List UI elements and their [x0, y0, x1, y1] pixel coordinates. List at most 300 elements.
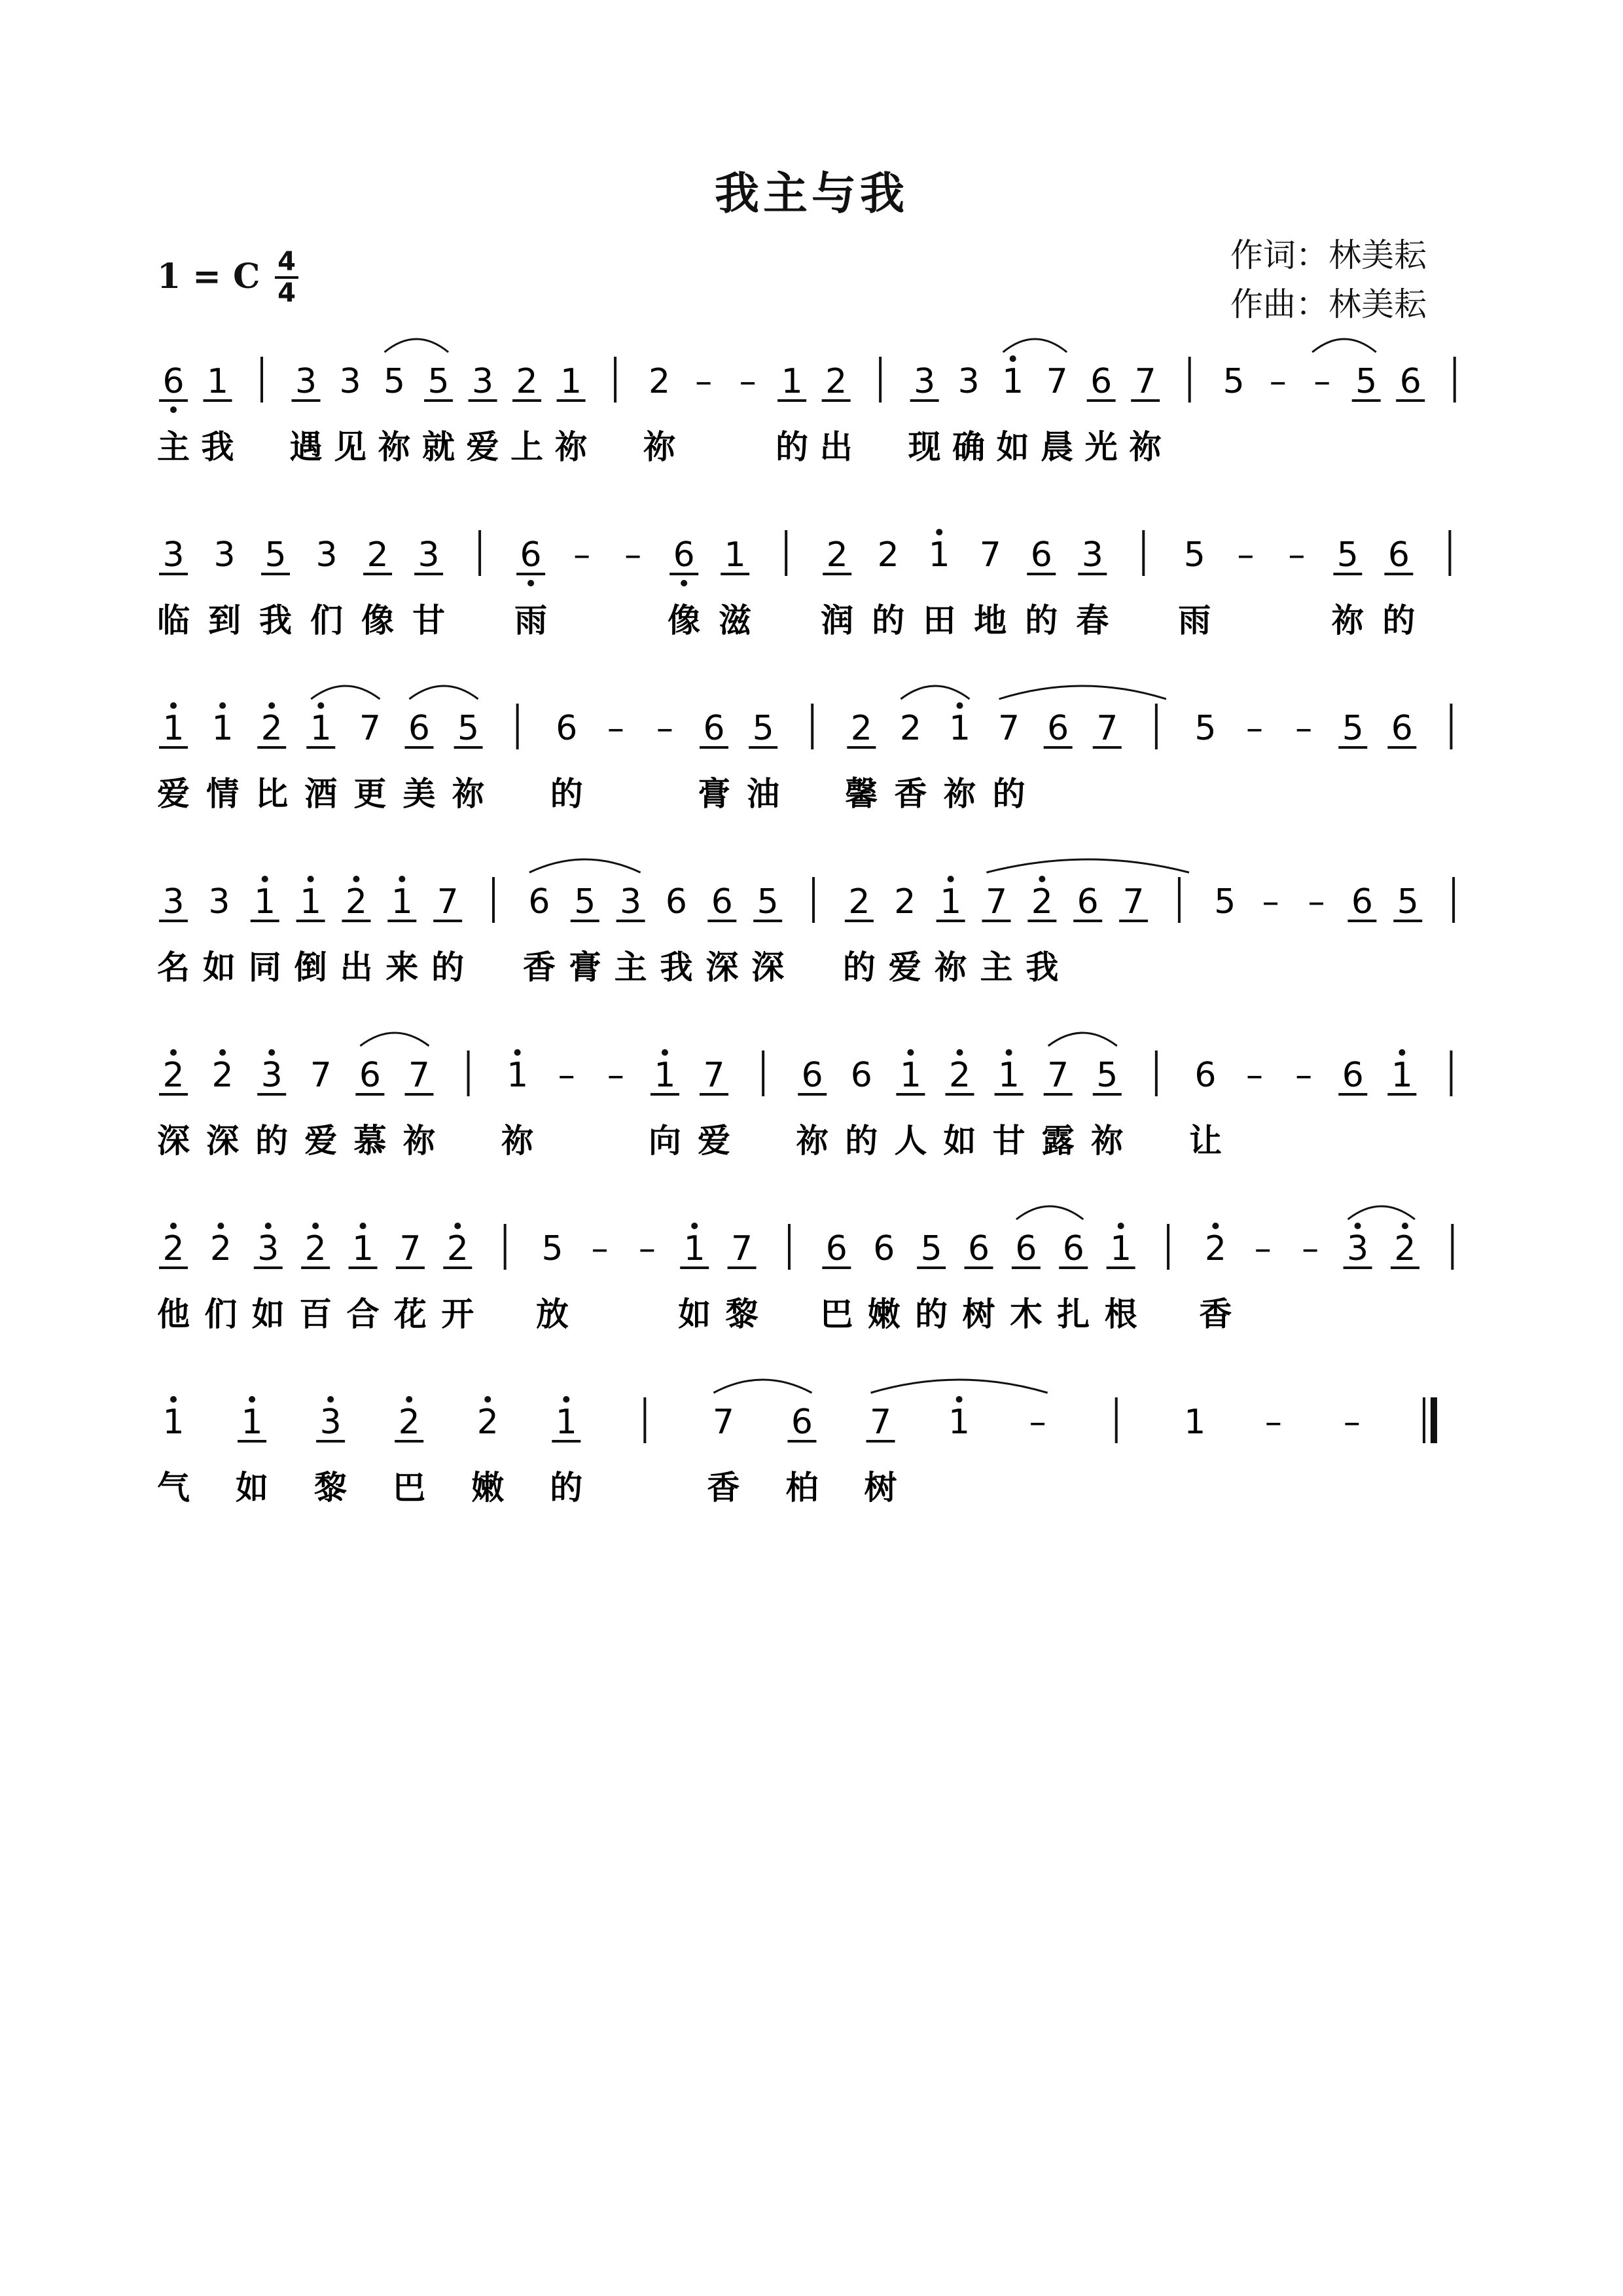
note-digit: 1: [162, 1403, 185, 1442]
note-digit: 5: [457, 709, 480, 748]
lyric-char: 爱: [698, 1122, 731, 1160]
note-digit: 7: [310, 1056, 332, 1095]
note-digit: 7: [1047, 1056, 1069, 1095]
note-digit: 1: [391, 882, 413, 922]
note-digit: 2: [899, 709, 921, 748]
note-digit: 3: [1347, 1229, 1369, 1268]
note-digit: 1: [310, 709, 332, 748]
lyric-char: 比: [255, 775, 289, 813]
lyric-char: 来: [385, 948, 419, 986]
note-digit: 5: [427, 362, 450, 401]
note-digit: 6: [825, 1229, 847, 1268]
note-digit: 5: [1222, 362, 1245, 401]
lyric-char: 确: [952, 428, 986, 466]
note-digit: 5: [757, 882, 779, 922]
note-digit: 3: [257, 1229, 279, 1268]
note-digit: 6: [1062, 1229, 1084, 1268]
note-digit: 2: [1204, 1229, 1226, 1268]
high-octave-dot: [219, 1049, 226, 1056]
note-digit: 2: [446, 1229, 469, 1268]
slur-arc: [1348, 1206, 1415, 1219]
lyric-char: 祢: [934, 948, 967, 986]
note-digit: 3: [339, 362, 361, 401]
note-digit: 2: [209, 1229, 232, 1268]
note-digit: 6: [162, 362, 185, 401]
note-digit: 3: [162, 882, 185, 922]
lyric-char: 百: [299, 1295, 332, 1333]
note-digit: 2: [345, 882, 367, 922]
lyric-char: 祢: [1331, 601, 1364, 639]
high-octave-dot: [1118, 1223, 1124, 1229]
note-digit: 7: [437, 882, 459, 922]
high-octave-dot: [956, 1049, 963, 1056]
hold-dash: –: [739, 362, 757, 401]
high-octave-dot: [956, 1396, 963, 1403]
lyric-char: 树: [864, 1469, 897, 1507]
lyric-char: 黎: [314, 1469, 348, 1507]
note-digit: 6: [850, 1056, 872, 1095]
lyric-char: 们: [310, 601, 344, 639]
note-digit: 1: [654, 1056, 676, 1095]
lyric-char: 就: [422, 428, 455, 466]
lyric-char: 祢: [1129, 428, 1162, 466]
high-octave-dot: [691, 1223, 698, 1229]
note-digit: 1: [948, 709, 971, 748]
lyric-char: 柏: [785, 1469, 819, 1507]
score-line-7: [157, 1380, 1434, 1507]
note-digit: 6: [665, 882, 688, 922]
lyric-char: 膏: [568, 948, 601, 986]
note-digit: 1: [1184, 1403, 1206, 1442]
time-signature-top: 4: [277, 247, 296, 277]
lyric-char: 爱: [157, 775, 190, 813]
note-digit: 6: [520, 535, 542, 575]
lyric-char: 深: [751, 948, 785, 986]
note-digit: 1: [724, 535, 746, 575]
slur-arc: [901, 686, 969, 699]
note-digit: 1: [940, 882, 962, 922]
hold-dash: –: [1264, 1403, 1282, 1442]
lyric-char: 树: [962, 1295, 995, 1333]
lyric-char: 扎: [1057, 1295, 1090, 1333]
lyric-char: 香: [707, 1469, 740, 1507]
lyric-char: 祢: [452, 775, 485, 813]
high-octave-dot: [1399, 1049, 1405, 1056]
note-digit: 1: [555, 1403, 577, 1442]
lyric-char: 甘: [412, 601, 446, 639]
note-digit: 1: [1391, 1056, 1413, 1095]
slur-arc: [713, 1380, 812, 1393]
lyric-char: 光: [1084, 428, 1118, 466]
note-digit: 3: [213, 535, 236, 575]
note-digit: 6: [1047, 709, 1069, 748]
hold-dash: –: [656, 709, 673, 748]
note-digit: 3: [472, 362, 494, 401]
lyric-char: 像: [361, 601, 395, 639]
note-digit: 6: [673, 535, 695, 575]
hold-dash: –: [1308, 882, 1325, 922]
note-digit: 1: [211, 709, 234, 748]
hold-dash: –: [607, 709, 624, 748]
note-digit: 7: [1046, 362, 1068, 401]
hold-dash: –: [591, 1229, 609, 1268]
note-digit: 2: [877, 535, 899, 575]
lyric-char: 出: [340, 948, 373, 986]
hold-dash: –: [1295, 1056, 1313, 1095]
lyric-char: 人: [894, 1122, 927, 1160]
hold-dash: –: [1237, 535, 1255, 575]
note-digit: 1: [781, 362, 803, 401]
slur-arc: [986, 859, 1188, 872]
lyric-char: 春: [1076, 601, 1109, 639]
note-digit: 6: [967, 1229, 990, 1268]
high-octave-dot: [317, 702, 324, 709]
note-digit: 2: [516, 362, 538, 401]
lyric-char: 的: [776, 428, 809, 466]
high-octave-dot: [170, 1049, 177, 1056]
high-octave-dot: [249, 1396, 255, 1403]
lyric-char: 我: [201, 428, 234, 466]
lyric-char: 雨: [1178, 601, 1211, 639]
note-digit: 6: [359, 1056, 381, 1095]
high-octave-dot: [353, 876, 359, 882]
high-octave-dot: [454, 1223, 461, 1229]
note-digit: 6: [1194, 1056, 1217, 1095]
hold-dash: –: [1288, 535, 1306, 575]
note-digit: 6: [791, 1403, 813, 1442]
note-digit: 7: [359, 709, 381, 748]
lyric-char: 晨: [1041, 428, 1074, 466]
note-digit: 1: [300, 882, 322, 922]
note-digit: 5: [920, 1229, 942, 1268]
hold-dash: –: [1262, 882, 1279, 922]
note-digit: 1: [998, 1056, 1020, 1095]
lyric-char: 的: [255, 1122, 289, 1160]
note-digit: 2: [826, 535, 848, 575]
note-digit: 5: [383, 362, 406, 401]
lyric-char: 滋: [719, 601, 752, 639]
lyric-char: 木: [1009, 1295, 1043, 1333]
note-digit: 2: [304, 1229, 327, 1268]
hold-dash: –: [573, 535, 591, 575]
high-octave-dot: [936, 529, 942, 535]
high-octave-dot: [563, 1396, 569, 1403]
note-digit: 3: [315, 535, 338, 575]
lyric-char: 上: [510, 428, 544, 466]
key-signature: 1 = C: [157, 257, 260, 296]
high-octave-dot: [217, 1223, 224, 1229]
lyric-char: 的: [992, 775, 1026, 813]
slur-arc: [311, 686, 380, 699]
note-digit: 2: [398, 1403, 420, 1442]
lyric-char: 嫩: [867, 1295, 901, 1333]
note-digit: 5: [574, 882, 596, 922]
high-octave-dot: [1212, 1223, 1219, 1229]
lyric-char: 田: [923, 601, 956, 639]
score-line-2: [157, 529, 1450, 639]
hold-dash: –: [1254, 1229, 1272, 1268]
high-octave-dot: [308, 876, 314, 882]
note-digit: 2: [649, 362, 671, 401]
lyric-char: 的: [845, 1122, 878, 1160]
note-digit: 1: [162, 709, 185, 748]
note-digit: 6: [703, 709, 725, 748]
note-digit: 2: [1031, 882, 1053, 922]
lyric-char: 祢: [402, 1122, 436, 1160]
lyric-char: 合: [346, 1295, 380, 1333]
note-digit: 2: [948, 1056, 971, 1095]
high-octave-dot: [1010, 355, 1016, 362]
note-digit: 6: [1342, 1056, 1364, 1095]
hold-dash: –: [607, 1056, 624, 1095]
lyric-char: 更: [353, 775, 387, 813]
note-digit: 3: [1081, 535, 1103, 575]
note-digit: 5: [1214, 882, 1236, 922]
lyric-char: 花: [393, 1295, 427, 1333]
lyric-char: 如: [236, 1469, 269, 1507]
lyric-char: 气: [157, 1469, 190, 1507]
lyric-char: 放: [536, 1295, 569, 1333]
high-octave-dot: [484, 1396, 491, 1403]
hold-dash: –: [1246, 709, 1264, 748]
lyric-char: 的: [1382, 601, 1416, 639]
lyric-char: 深: [705, 948, 739, 986]
score-line-5: [157, 1033, 1451, 1160]
note-digit: 2: [848, 882, 870, 922]
hold-dash: –: [624, 535, 642, 575]
note-digit: 7: [731, 1229, 753, 1268]
lyric-char: 遇: [289, 428, 323, 466]
slur-arc: [385, 339, 449, 352]
lyric-char: 的: [431, 948, 465, 986]
lyric-char: 我: [660, 948, 693, 986]
lyric-char: 甘: [992, 1122, 1026, 1160]
high-octave-dot: [170, 1223, 177, 1229]
hold-dash: –: [1269, 362, 1287, 401]
lyric-char: 香: [522, 948, 556, 986]
lyric-char: 膏: [698, 775, 731, 813]
lyric-char: 如: [678, 1295, 711, 1333]
hold-dash: –: [695, 362, 713, 401]
note-digit: 2: [850, 709, 872, 748]
lyric-char: 的: [550, 1469, 583, 1507]
note-digit: 7: [979, 535, 1001, 575]
note-digit: 2: [162, 1229, 185, 1268]
lyric-char: 香: [1199, 1295, 1232, 1333]
high-octave-dot: [399, 876, 405, 882]
note-digit: 1: [206, 362, 229, 401]
lyric-char: 名: [157, 948, 190, 986]
slur-arc: [1312, 339, 1376, 352]
note-digit: 5: [1397, 882, 1419, 922]
lyric-char: 祢: [643, 428, 676, 466]
lyric-char: 爱: [304, 1122, 338, 1160]
high-octave-dot: [907, 1049, 914, 1056]
lyric-char: 开: [441, 1295, 474, 1333]
lyric-char: 祢: [501, 1122, 534, 1160]
high-octave-dot: [662, 1049, 668, 1056]
lyric-char: 馨: [845, 775, 878, 813]
hold-dash: –: [1343, 1403, 1361, 1442]
note-digit: 2: [162, 1056, 185, 1095]
lyric-char: 祢: [554, 428, 588, 466]
score-line-4: [157, 859, 1454, 986]
note-digit: 6: [1351, 882, 1373, 922]
note-digit: 1: [241, 1403, 263, 1442]
lyric-char: 祢: [1090, 1122, 1124, 1160]
lyric-char: 主: [980, 948, 1013, 986]
note-digit: 2: [260, 709, 283, 748]
composer-credit: 作曲：林美耘: [1230, 285, 1427, 323]
lyric-char: 的: [915, 1295, 948, 1333]
note-digit: 1: [507, 1056, 529, 1095]
note-digit: 1: [948, 1403, 971, 1442]
lyric-char: 香: [894, 775, 927, 813]
note-digit: 3: [294, 362, 317, 401]
hold-dash: –: [1246, 1056, 1264, 1095]
note-digit: 1: [683, 1229, 705, 1268]
lyric-char: 美: [402, 775, 436, 813]
lyric-char: 地: [974, 601, 1007, 639]
lyric-char: 的: [550, 775, 583, 813]
hold-dash: –: [1313, 362, 1331, 401]
low-octave-dot: [681, 580, 687, 586]
note-digit: 5: [1336, 535, 1359, 575]
lyric-char: 如: [202, 948, 236, 986]
score-line-3: [157, 686, 1451, 813]
note-digit: 1: [928, 535, 950, 575]
lyric-char: 露: [1041, 1122, 1075, 1160]
low-octave-dot: [170, 406, 177, 413]
note-digit: 6: [1391, 709, 1413, 748]
lyric-char: 的: [842, 948, 876, 986]
time-signature-bottom: 4: [277, 278, 296, 308]
note-digit: 1: [351, 1229, 374, 1268]
note-digit: 2: [366, 535, 389, 575]
high-octave-dot: [406, 1396, 412, 1403]
note-digit: 7: [1122, 882, 1145, 922]
score-line-6: [157, 1206, 1452, 1333]
lyric-char: 润: [821, 601, 854, 639]
slur-arc: [1048, 1033, 1117, 1046]
note-digit: 6: [873, 1229, 895, 1268]
high-octave-dot: [327, 1396, 334, 1403]
lyric-char: 主: [157, 428, 190, 466]
lyric-char: 我: [1026, 948, 1059, 986]
lyric-char: 到: [208, 601, 241, 639]
note-digit: 3: [319, 1403, 342, 1442]
slur-arc: [1003, 339, 1067, 352]
note-digit: 6: [1015, 1229, 1037, 1268]
lyric-char: 深: [157, 1122, 190, 1160]
hold-dash: –: [1029, 1403, 1046, 1442]
note-digit: 2: [476, 1403, 499, 1442]
lyric-char: 爱: [466, 428, 499, 466]
lyric-char: 慕: [353, 1122, 387, 1160]
note-digit: 6: [1077, 882, 1099, 922]
hold-dash: –: [638, 1229, 656, 1268]
high-octave-dot: [268, 1049, 275, 1056]
slur-arc: [1016, 1206, 1083, 1219]
lyric-char: 如: [251, 1295, 285, 1333]
note-digit: 5: [1183, 535, 1205, 575]
note-digit: 3: [208, 882, 230, 922]
high-octave-dot: [1402, 1223, 1408, 1229]
lyric-char: 如: [996, 428, 1029, 466]
lyric-char: 像: [668, 601, 701, 639]
lyric-char: 巴: [820, 1295, 853, 1333]
hold-dash: –: [558, 1056, 575, 1095]
lyric-char: 油: [747, 775, 780, 813]
high-octave-dot: [219, 702, 226, 709]
note-digit: 5: [264, 535, 287, 575]
lyric-char: 嫩: [471, 1469, 505, 1507]
note-digit: 5: [1194, 709, 1217, 748]
lyric-char: 酒: [304, 775, 338, 813]
note-digit: 1: [1110, 1229, 1132, 1268]
lyric-char: 倒: [294, 948, 327, 986]
note-digit: 7: [703, 1056, 725, 1095]
note-digit: 5: [541, 1229, 563, 1268]
lyric-char: 黎: [725, 1295, 758, 1333]
lyric-char: 们: [204, 1295, 238, 1333]
note-digit: 5: [1342, 709, 1364, 748]
note-digit: 3: [620, 882, 642, 922]
note-digit: 2: [211, 1056, 234, 1095]
lyric-char: 深: [206, 1122, 240, 1160]
note-digit: 1: [899, 1056, 921, 1095]
lyric-char: 祢: [796, 1122, 829, 1160]
note-digit: 6: [556, 709, 578, 748]
lyricist-credit: 作词：林美耘: [1230, 236, 1427, 274]
note-digit: 7: [408, 1056, 431, 1095]
note-digit: 5: [1355, 362, 1378, 401]
lyric-char: 的: [872, 601, 905, 639]
lyric-char: 我: [259, 601, 293, 639]
lyric-char: 根: [1104, 1295, 1137, 1333]
note-digit: 2: [894, 882, 916, 922]
note-digit: 6: [1399, 362, 1421, 401]
lyric-char: 现: [908, 428, 941, 466]
lyric-char: 同: [248, 948, 281, 986]
lyric-char: 临: [157, 601, 190, 639]
note-digit: 5: [752, 709, 774, 748]
note-digit: 6: [711, 882, 733, 922]
lyric-char: 他: [157, 1295, 190, 1333]
note-digit: 1: [254, 882, 276, 922]
note-digit: 5: [1096, 1056, 1118, 1095]
slur-arc: [409, 686, 478, 699]
slur-arc: [529, 859, 641, 872]
note-digit: 3: [418, 535, 440, 575]
slur-arc: [871, 1380, 1048, 1393]
high-octave-dot: [312, 1223, 319, 1229]
lyric-char: 如: [943, 1122, 976, 1160]
note-digit: 1: [560, 362, 582, 401]
hold-dash: –: [1295, 709, 1313, 748]
note-digit: 3: [914, 362, 936, 401]
high-octave-dot: [170, 702, 177, 709]
lyric-char: 主: [614, 948, 647, 986]
high-octave-dot: [1006, 1049, 1012, 1056]
note-digit: 3: [957, 362, 980, 401]
lyric-char: 祢: [943, 775, 976, 813]
note-digit: 7: [869, 1403, 892, 1442]
note-digit: 6: [801, 1056, 823, 1095]
note-digit: 7: [998, 709, 1020, 748]
high-octave-dot: [265, 1223, 272, 1229]
note-digit: 1: [1002, 362, 1024, 401]
